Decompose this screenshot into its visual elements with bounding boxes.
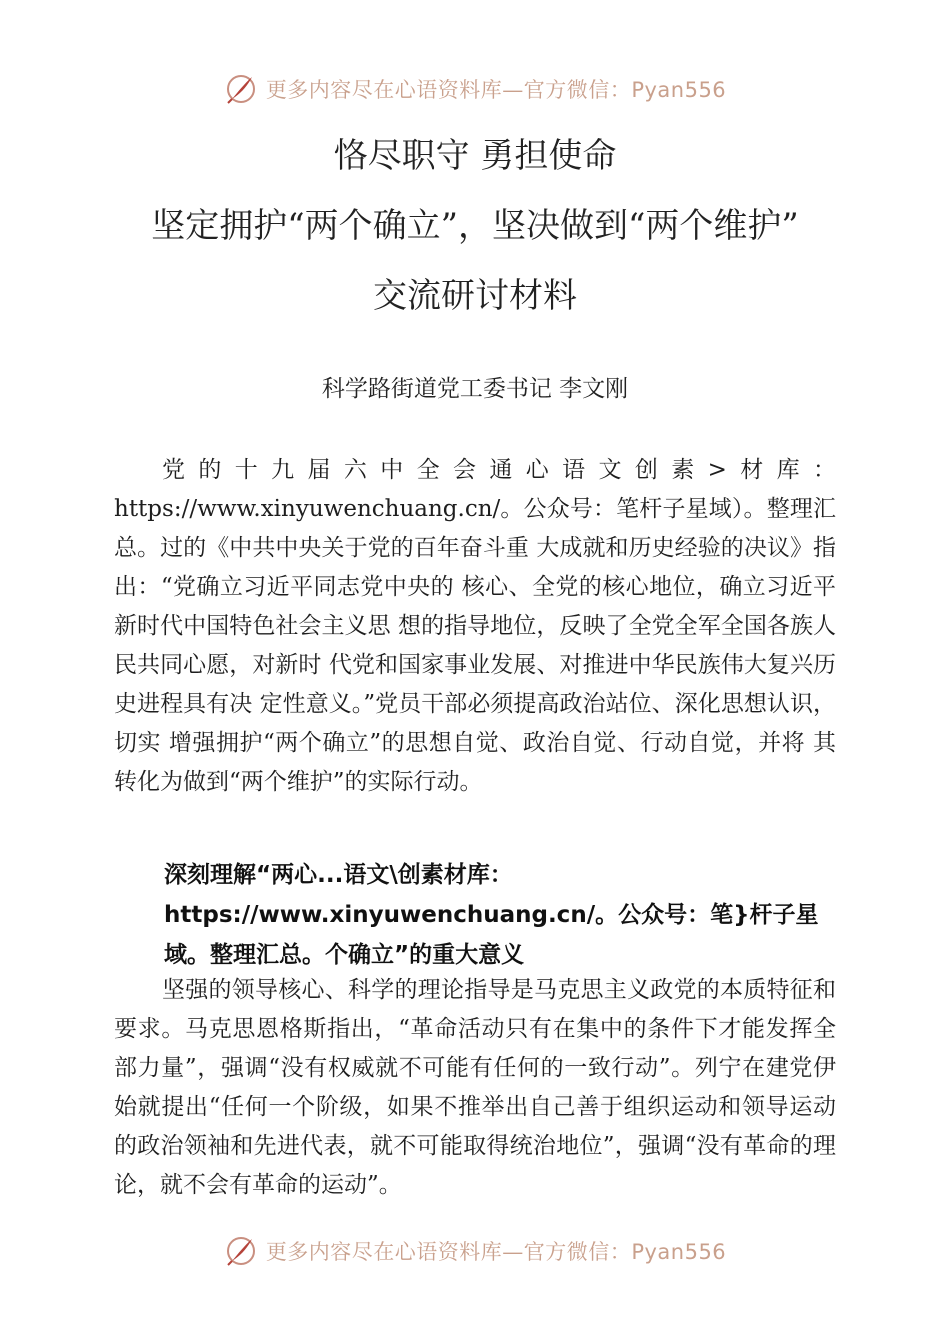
section-heading-1: 深刻理解“两心...语文\创素材库：https://www.xinyuwenchuang.cn/。公众号：笔}杆子星域。整理汇总。个确立”的重大意义 bbox=[164, 862, 819, 968]
document-title-line-1: 恪尽职守 勇担使命 bbox=[333, 136, 617, 176]
feather-logo-icon bbox=[224, 1234, 258, 1268]
body-paragraph-2: 坚强的领导核心、科学的理论指导是马克思主义政党的本质特征和要求。马克思恩格斯指出，“革命活动只有在集中的条件下才能发挥全部力量”，强调“没有权威就不可能有任何的一致行动”。列宁在建党伊始就提出“任何一个阶级，如果不推举出自己善于组织运动和领导运动的政治领袖和先进代表，就不可能取得统治地位”，强调“没有革命的理论，就不会有革命的运动”。 bbox=[114, 977, 836, 1198]
watermark-text: 更多内容尽在心语资料库—官方微信：Pyan556 bbox=[265, 1240, 727, 1264]
document-title-line-2: 坚定拥护“两个确立”，坚决做到“两个维护” bbox=[151, 206, 799, 246]
watermark-banner-bottom bbox=[0, 1234, 950, 1268]
watermark-text: 更多内容尽在心语资料库—官方微信：Pyan556 bbox=[265, 78, 727, 102]
document-title-line-3: 交流研讨材料 bbox=[373, 276, 577, 316]
watermark-banner-top bbox=[0, 72, 950, 106]
body-paragraph-1: 党的十九届六中全会通心语文创素>材库：https://www.xinyuwenchuang.cn/。公众号：笔杆子星域）。整理汇总。过的《中共中央关于党的百年奋斗重 大成就和历史经验的决议》指出：“党确立习近平同志党中央的 核心、全党的核心地位，确立习近平新时代中国特色社会主义思 想的指导地位，反映了全党全军全国各族人民共同心愿，对新时 代党和国家事业发展、对推进中华民族伟大复兴历史进程具有决 定性意义。”党员干部必须提高政治站位、深化思想认识，切实 增强拥护“两个确立”的思想自觉、政治自觉、行动自觉，并将 其转化为做到“两个维护”的实际行动。 bbox=[114, 457, 836, 795]
document-author: 科学路街道党工委书记 李文刚 bbox=[321, 376, 629, 402]
feather-logo-icon bbox=[224, 72, 258, 106]
